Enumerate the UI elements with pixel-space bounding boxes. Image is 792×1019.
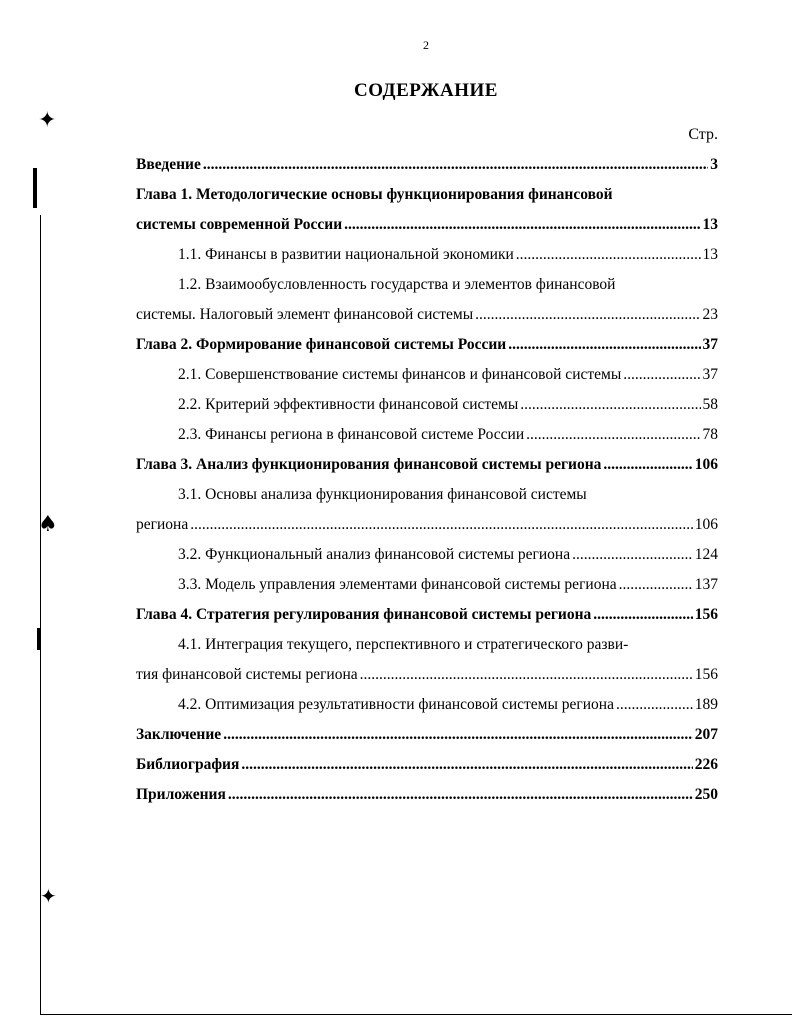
dot-leader [593, 600, 693, 630]
toc-page-number: 37 [702, 336, 718, 353]
toc-line [136, 750, 718, 780]
page-number: 2 [423, 38, 429, 52]
scan-mark [33, 168, 37, 208]
toc-page-number: 13 [702, 246, 718, 263]
dot-leader [475, 300, 700, 330]
toc-page-number: 37 [702, 366, 718, 383]
toc-page-number: 106 [694, 456, 718, 473]
toc-entry-text: 3.2. Функциональный анализ финансовой системы региона [178, 546, 571, 563]
toc-page-number: 189 [694, 696, 718, 713]
toc-line [136, 570, 718, 600]
toc-line [136, 270, 718, 300]
toc-entry-text: 4.1. Интеграция текущего, перспективного и стратегического разви- [178, 636, 629, 653]
toc-line [136, 690, 718, 720]
toc-line [136, 480, 718, 510]
toc-line [136, 420, 718, 450]
toc-line [136, 540, 718, 570]
dot-leader [223, 720, 693, 750]
toc-entry-text: 3.3. Модель управления элементами финансовой системы региона [178, 576, 617, 593]
dot-leader [619, 570, 693, 600]
toc-page-number: 58 [702, 396, 718, 413]
dot-leader [241, 750, 692, 780]
toc-page-number: 23 [702, 306, 718, 323]
toc-entry-text: региона [136, 516, 189, 533]
toc-entry-text: 4.2. Оптимизация результативности финансовой системы региона [178, 696, 614, 713]
dot-leader [526, 420, 700, 450]
toc-page-number: 250 [694, 786, 718, 803]
toc-line [136, 660, 718, 690]
dot-leader [228, 780, 693, 810]
toc-entry-text: 1.1. Финансы в развитии национальной экономики [178, 246, 514, 263]
toc-line [136, 180, 718, 210]
dot-leader [360, 660, 693, 690]
toc-line [136, 630, 718, 660]
toc-entry-text: тия финансовой системы региона [136, 666, 358, 683]
toc-line [136, 210, 718, 240]
hole-punch-mark-icon: ✦ [38, 108, 57, 133]
dot-leader [623, 360, 700, 390]
dot-leader [190, 510, 693, 540]
hole-punch-mark-icon: ♠ [38, 512, 58, 537]
toc-entry-text: Приложения [136, 786, 226, 803]
toc-entry-text: 2.1. Совершенствование системы финансов и финансовой системы [178, 366, 622, 383]
dot-leader [520, 390, 700, 420]
scan-mark [37, 628, 40, 650]
page-column-label: Стр. [688, 126, 718, 143]
toc-page-number: 78 [702, 426, 718, 443]
toc-line [136, 150, 718, 180]
toc-entry-text: 3.1. Основы анализа функционирования финансовой системы [178, 486, 587, 503]
toc-line [136, 330, 718, 360]
toc-line [136, 780, 718, 810]
table-of-contents [136, 150, 718, 810]
toc-line [136, 600, 718, 630]
hole-punch-mark-icon: ✦ [40, 884, 57, 908]
toc-page-number: 226 [694, 756, 718, 773]
toc-page-number: 3 [710, 156, 718, 173]
dot-leader [344, 210, 700, 240]
dot-leader [616, 690, 693, 720]
toc-entry-text: Введение [136, 156, 201, 173]
dot-leader [203, 150, 708, 180]
dot-leader [508, 330, 700, 360]
toc-entry-text: системы современной России [136, 216, 343, 233]
toc-line [136, 510, 718, 540]
toc-entry-text: Глава 4. Стратегия регулирования финансовой системы региона [136, 606, 592, 623]
toc-entry-text: 2.2. Критерий эффективности финансовой системы [178, 396, 519, 413]
toc-line [136, 390, 718, 420]
dot-leader [516, 240, 701, 270]
toc-entry-text: Глава 3. Анализ функционирования финансовой системы региона [136, 456, 602, 473]
toc-entry-text: Заключение [136, 726, 222, 743]
toc-line [136, 360, 718, 390]
page-title: СОДЕРЖАНИЕ [354, 80, 498, 101]
dot-leader [572, 540, 693, 570]
toc-entry-text: Глава 1. Методологические основы функционирования финансовой [136, 186, 613, 203]
toc-line [136, 300, 718, 330]
scan-edge-bottom [40, 1014, 792, 1015]
toc-page-number: 124 [694, 546, 718, 563]
toc-entry-text: 1.2. Взаимообусловленность государства и элементов финансовой [178, 276, 616, 293]
toc-entry-text: 2.3. Финансы региона в финансовой системе России [178, 426, 525, 443]
toc-page-number: 156 [694, 606, 718, 623]
toc-page-number: 106 [694, 516, 718, 533]
toc-line [136, 240, 718, 270]
toc-page-number: 137 [694, 576, 718, 593]
toc-line [136, 720, 718, 750]
dot-leader [603, 450, 692, 480]
toc-line [136, 450, 718, 480]
toc-page-number: 207 [694, 726, 718, 743]
toc-page-number: 156 [694, 666, 718, 683]
toc-entry-text: системы. Налоговый элемент финансовой системы [136, 306, 474, 323]
toc-page-number: 13 [702, 216, 718, 233]
toc-entry-text: Глава 2. Формирование финансовой системы России [136, 336, 507, 353]
toc-entry-text: Библиография [136, 756, 240, 773]
